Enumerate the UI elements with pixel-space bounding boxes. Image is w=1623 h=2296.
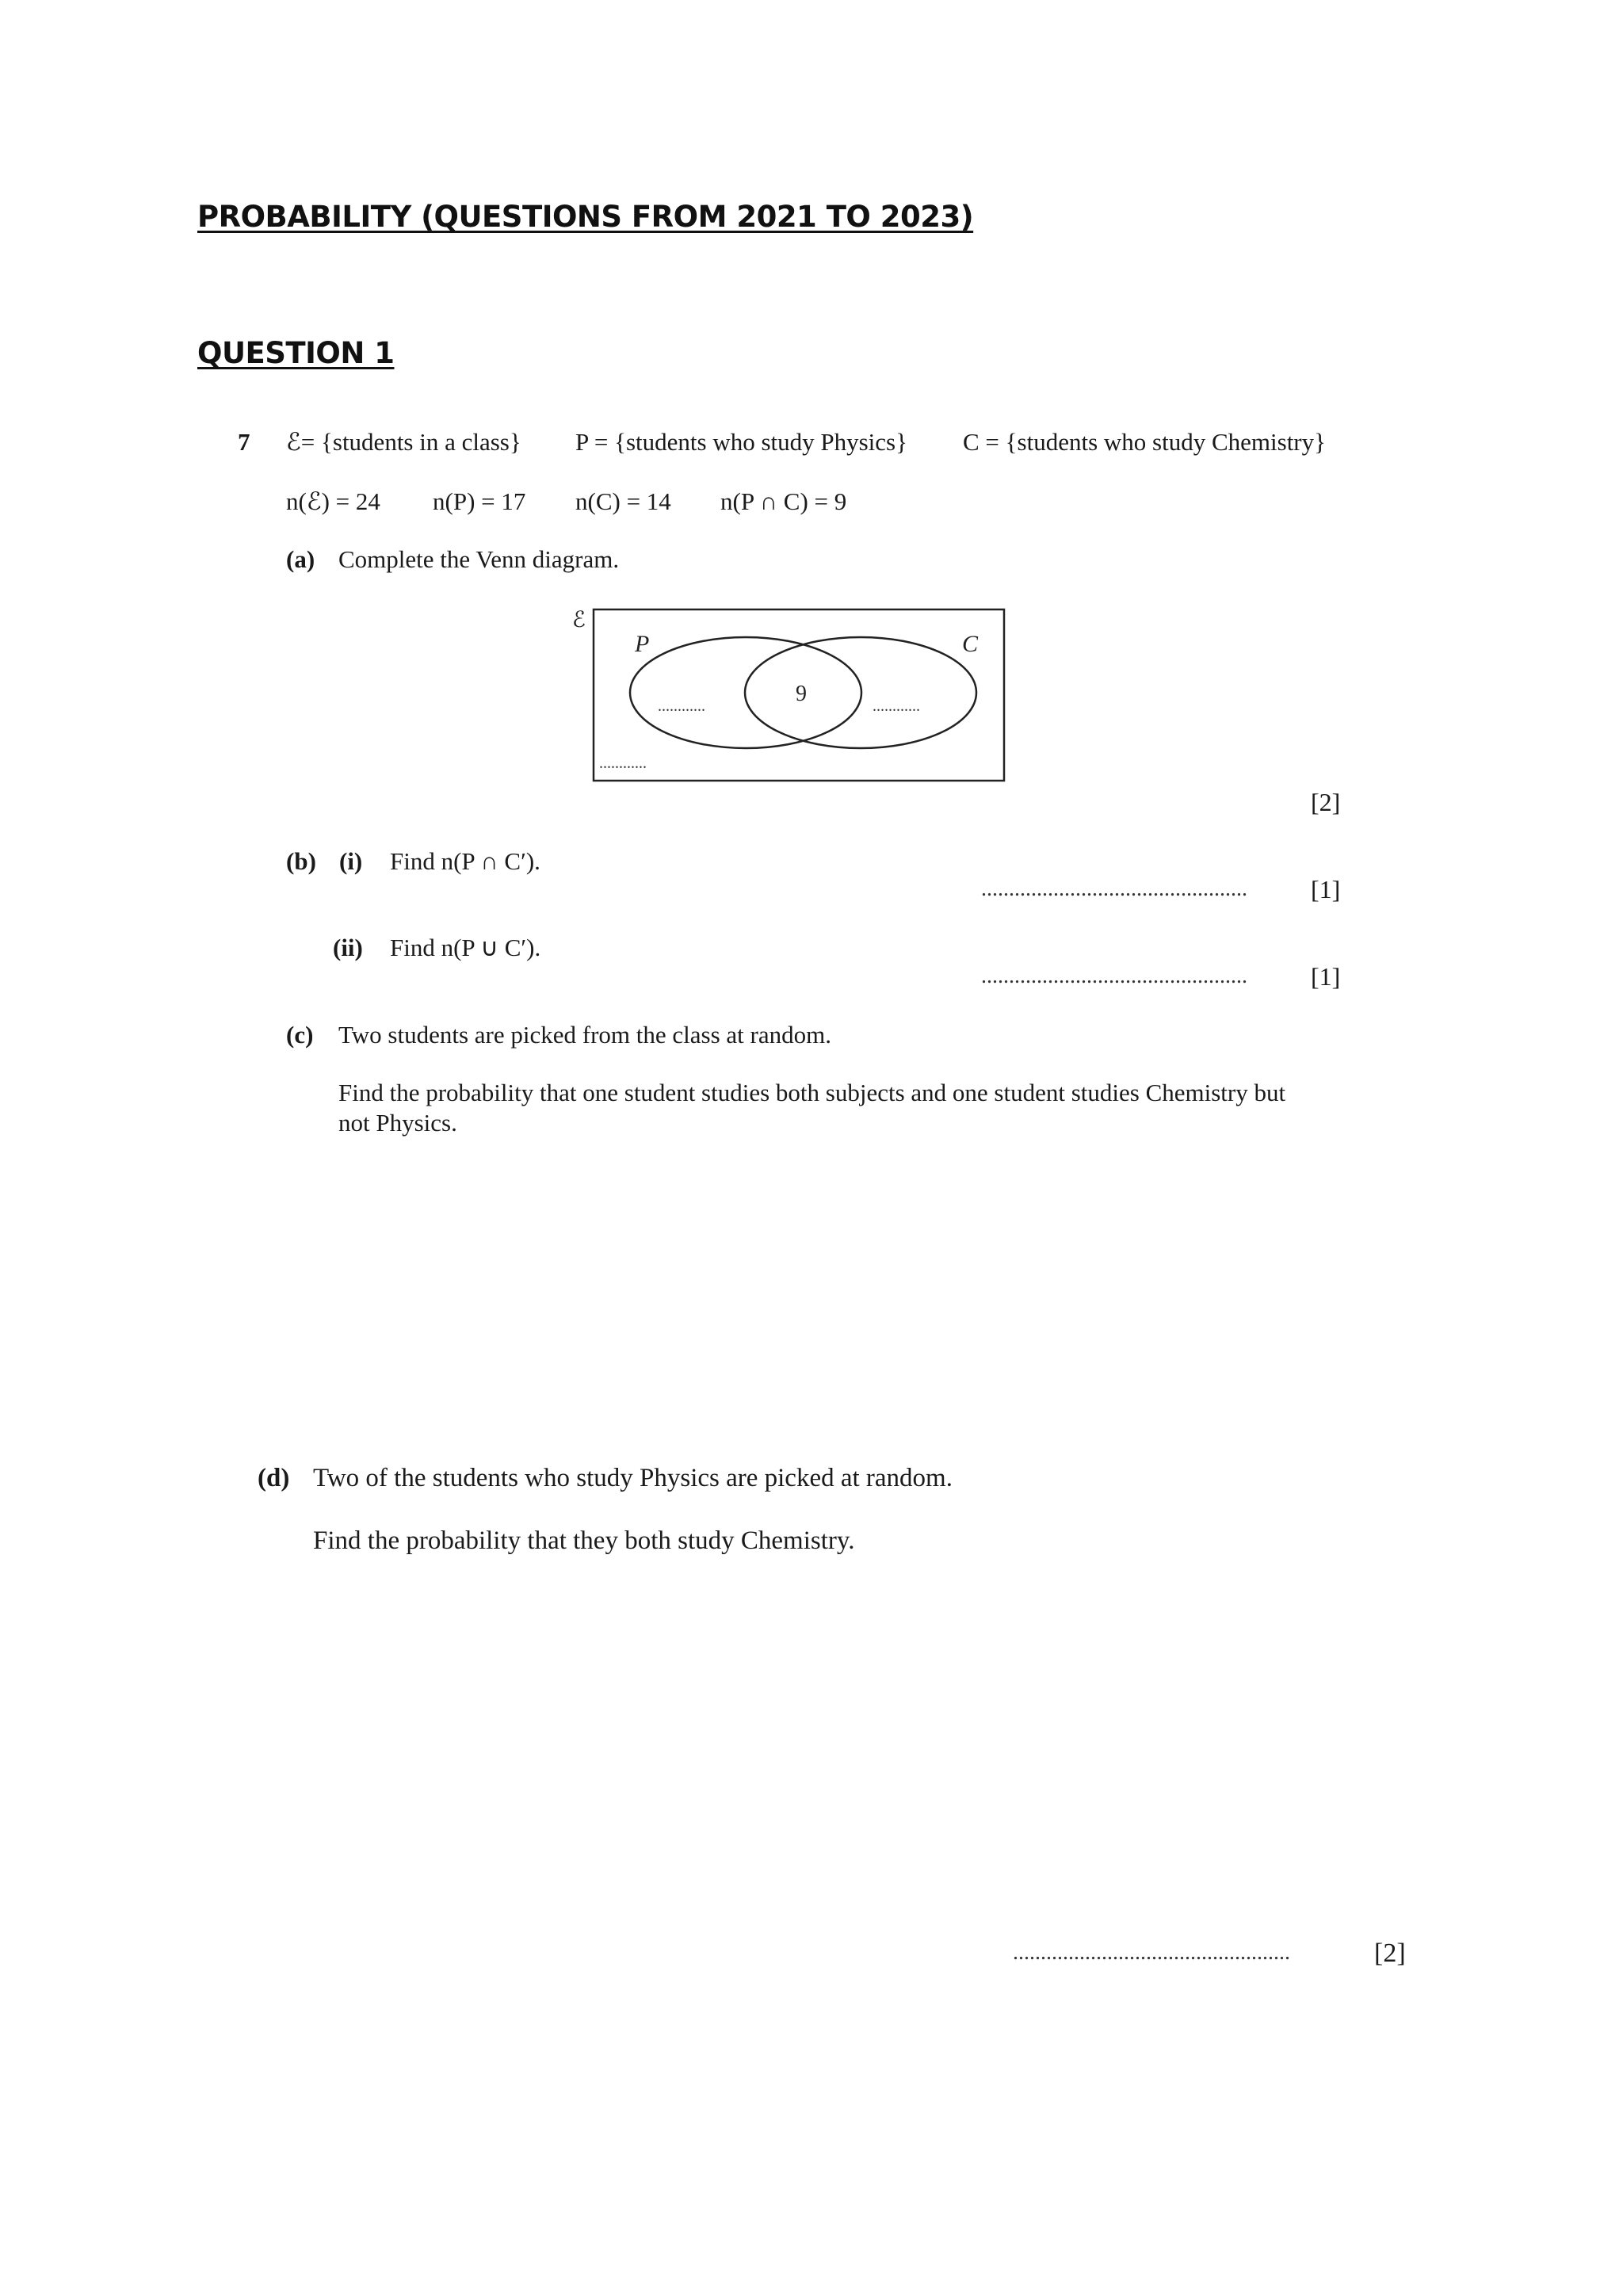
answer-blank-neither: ............ [599,755,647,772]
answer-blank-p-only: ............ [658,697,705,715]
page-title: PROBABILITY (QUESTIONS FROM 2021 TO 2023) [197,200,974,234]
part-b-label: (b) [286,847,316,875]
part-b-ii-marks: [1] [1311,962,1341,991]
part-d-answer-line[interactable]: .................................................. [1013,1940,1290,1965]
question-number: 7 [238,428,250,456]
part-b-ii-label: (ii) [333,934,363,961]
part-d-label: (d) [258,1464,290,1492]
part-c-text: Two students are picked from the class at random. [338,1021,831,1049]
venn-diagram [567,600,1019,798]
part-d-marks: [2] [1374,1939,1406,1968]
part-d-question: Find the probability that they both study Chemistry. [313,1526,855,1555]
set-p-definition: P = {students who study Physics} [575,428,907,456]
n-p-intersect-c: n(P ∩ C) = 9 [720,487,847,515]
n-universal: n(ℰ) = 24 [286,487,380,515]
n-p: n(P) = 17 [433,487,526,515]
part-b-ii-answer-line[interactable]: ................................................ [981,964,1247,988]
part-c-question [338,1078,1345,1138]
part-a-text: Complete the Venn diagram. [338,545,620,573]
part-b-ii-text: Find n(P ∪ C′). [390,934,541,961]
part-d-text: Two of the students who study Physics are picked at random. [313,1464,953,1492]
universal-set-symbol: ℰ [572,608,586,632]
part-b-i-label: (i) [339,847,363,875]
part-b-i-answer-line[interactable]: ................................................ [981,877,1247,901]
answer-blank-c-only: ............ [873,697,920,715]
part-a-marks: [2] [1311,788,1341,816]
question-heading: QUESTION 1 [197,336,395,370]
label-c: C [962,631,979,657]
intersection-value: 9 [796,682,807,706]
part-b-i-marks: [1] [1311,875,1341,904]
label-p: P [635,631,650,657]
part-b-i-text: Find n(P ∩ C′). [390,847,540,875]
universal-set-definition: ℰ= {students in a class} [286,428,521,456]
n-c: n(C) = 14 [575,487,671,515]
part-c-label: (c) [286,1021,314,1049]
part-c-question-line-2: not Physics. [338,1109,457,1137]
part-a-label: (a) [286,545,315,573]
part-c-question-line-1: Find the probability that one student studies both subjects and one student studies Chemistry but [338,1079,1286,1106]
set-c-definition: C = {students who study Chemistry} [963,428,1327,456]
